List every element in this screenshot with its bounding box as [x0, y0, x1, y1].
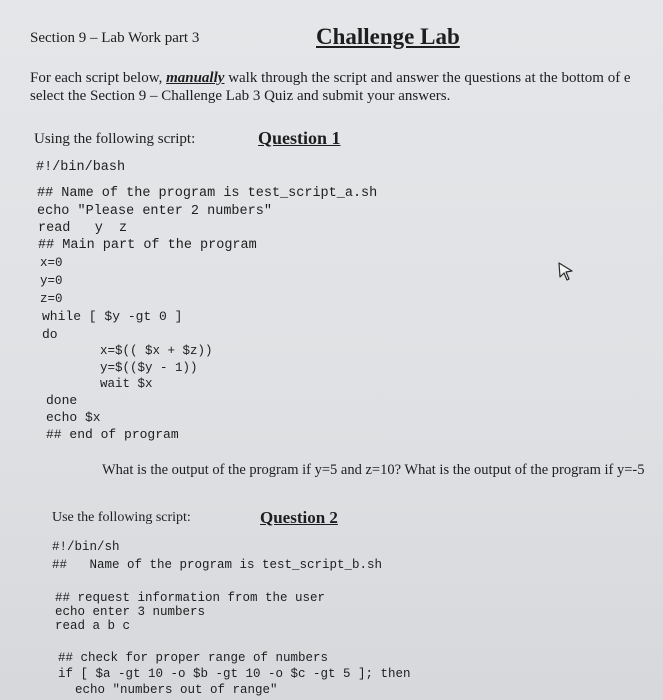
q2-intro: Use the following script:	[52, 510, 191, 525]
code-line: while [ $y -gt 0 ]	[42, 309, 183, 324]
code-line: echo $x	[46, 410, 101, 425]
code-line: do	[42, 327, 58, 342]
intro-line-1-suffix: walk through the script and answer the questions at the bottom of e	[224, 70, 631, 86]
code-line: #!/bin/sh	[52, 540, 120, 554]
code-line: echo enter 3 numbers	[55, 605, 206, 619]
code-line: y=0	[40, 274, 63, 288]
intro-line-1-prefix: For each script below,	[30, 70, 167, 86]
intro-emphasis: manually	[166, 70, 225, 86]
intro-line-1	[30, 70, 631, 87]
code-line: #!/bin/bash	[36, 160, 126, 175]
mouse-pointer-icon	[557, 261, 575, 281]
code-line: echo "numbers out of range"	[75, 683, 278, 697]
code-line: z=0	[40, 292, 63, 306]
code-line: ## Name of the program is test_script_b.sh	[52, 558, 383, 572]
code-line: read y z	[38, 221, 128, 236]
code-line: x=$(( $x + $z))	[100, 344, 213, 358]
q1-heading: Question 1	[258, 128, 341, 148]
section-label: Section 9 – Lab Work part 3	[30, 30, 200, 46]
code-line: ## check for proper range of numbers	[58, 651, 329, 665]
code-line: read a b c	[55, 619, 131, 633]
code-line: ## Name of the program is test_script_a.sh	[37, 186, 378, 201]
code-line: x=0	[40, 256, 63, 270]
q2-heading: Question 2	[260, 508, 338, 527]
q1-prompt: What is the output of the program if y=5 and z=10? What is the output of the program if y=-5	[102, 462, 645, 478]
page-title: Challenge Lab	[316, 24, 460, 49]
code-line: ## end of program	[46, 427, 179, 442]
q1-intro: Using the following script:	[34, 131, 196, 147]
code-line: done	[46, 393, 78, 408]
code-line: ## request information from the user	[55, 591, 326, 605]
code-line: y=$(($y - 1))	[100, 361, 198, 375]
code-line: ## Main part of the program	[38, 238, 257, 253]
code-line: echo "Please enter 2 numbers"	[37, 204, 272, 219]
intro-line-2: select the Section 9 – Challenge Lab 3 Quiz and submit your answers.	[30, 88, 451, 104]
code-line: wait $x	[100, 377, 153, 391]
code-line: if [ $a -gt 10 -o $b -gt 10 -o $c -gt 5 ]; then	[58, 667, 411, 681]
